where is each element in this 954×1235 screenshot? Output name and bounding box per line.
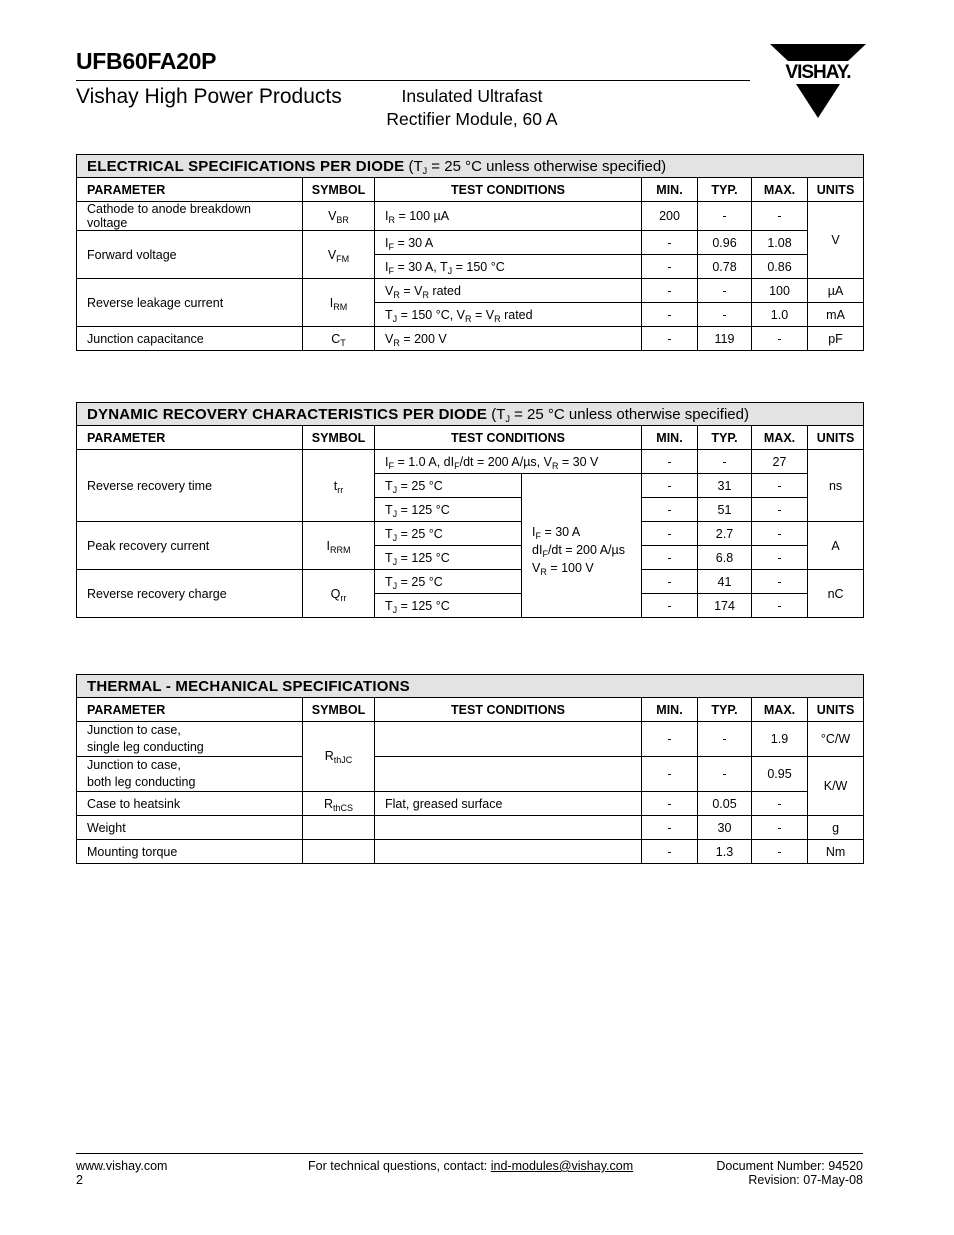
- document-subtitle: [372, 85, 572, 131]
- unit-cell: °C/W: [808, 722, 864, 757]
- min-cell: -: [642, 722, 698, 757]
- unit-cell: nC: [808, 570, 864, 618]
- max-cell: 1.0: [752, 303, 808, 327]
- condition-cell: [375, 757, 642, 792]
- symbol-cell: $Q_{rr}$: [303, 570, 375, 618]
- typ-cell: 51: [698, 498, 752, 522]
- max-cell: 0.95: [752, 757, 808, 792]
- min-cell: -: [642, 570, 698, 594]
- dynamic-recovery-table: [76, 402, 864, 618]
- col-test-conditions: TEST CONDITIONS: [375, 426, 642, 450]
- col-units: UNITS: [808, 178, 864, 202]
- typ-cell: -: [698, 303, 752, 327]
- symbol-cell: $V_{BR}$: [303, 202, 375, 231]
- max-cell: -: [752, 522, 808, 546]
- max-cell: -: [752, 327, 808, 351]
- table-row: [77, 450, 864, 474]
- typ-cell: 30: [698, 816, 752, 840]
- col-parameter: PARAMETER: [77, 426, 303, 450]
- subtitle-line-1: Insulated Ultrafast: [401, 86, 543, 106]
- unit-cell: K/W: [808, 757, 864, 816]
- typ-cell: 0.78: [698, 255, 752, 279]
- condition-cell: Flat, greased surface: [375, 792, 642, 816]
- footer-contact: For technical questions, contact: ind-modules@vishay.com: [308, 1159, 634, 1173]
- param-cell: Reverse recovery charge: [77, 570, 303, 618]
- table-header-row: [77, 698, 864, 722]
- param-cell: Junction to case, both leg conducting: [77, 757, 303, 792]
- footer-rule: [76, 1153, 863, 1154]
- table-row: [77, 570, 864, 594]
- typ-cell: 6.8: [698, 546, 752, 570]
- table-row: [77, 722, 864, 757]
- typ-cell: 2.7: [698, 522, 752, 546]
- min-cell: -: [642, 840, 698, 864]
- max-cell: -: [752, 840, 808, 864]
- table-row: [77, 327, 864, 351]
- table-row: [77, 792, 864, 816]
- param-cell: Weight: [77, 816, 303, 840]
- condition-cell: $I_F = 30$ A, $T_J = 150$ °C: [375, 255, 642, 279]
- condition-cell: $I_R = 100$ µA: [375, 202, 642, 231]
- max-cell: -: [752, 570, 808, 594]
- thermal-mechanical-table: [76, 674, 864, 864]
- logo-text: VISHAY.: [785, 62, 851, 83]
- param-cell: Junction capacitance: [77, 327, 303, 351]
- condition-cell: $V_R = 200$ V: [375, 327, 642, 351]
- contact-email-link[interactable]: ind-modules@vishay.com: [490, 1159, 634, 1173]
- typ-cell: 1.3: [698, 840, 752, 864]
- table-header-row: [77, 178, 864, 202]
- param-cell: Case to heatsink: [77, 792, 303, 816]
- table-row: [77, 840, 864, 864]
- condition-cell: [375, 722, 642, 757]
- electrical-specifications-table: [76, 154, 864, 351]
- table-title: ELECTRICAL SPECIFICATIONS PER DIODE ($T_J = 25$ °C unless otherwise specified): [77, 155, 864, 178]
- param-cell: Junction to case, single leg conducting: [77, 722, 303, 757]
- part-number: UFB60FA20P: [76, 48, 217, 74]
- col-min: MIN.: [642, 426, 698, 450]
- unit-cell: A: [808, 522, 864, 570]
- max-cell: -: [752, 498, 808, 522]
- col-symbol: SYMBOL: [303, 426, 375, 450]
- table-row: [77, 231, 864, 255]
- table-row: [77, 757, 864, 792]
- typ-cell: -: [698, 279, 752, 303]
- symbol-cell: $V_{FM}$: [303, 231, 375, 279]
- col-max: MAX.: [752, 426, 808, 450]
- col-max: MAX.: [752, 178, 808, 202]
- unit-cell: Nm: [808, 840, 864, 864]
- col-parameter: PARAMETER: [77, 178, 303, 202]
- min-cell: -: [642, 255, 698, 279]
- symbol-cell: $I_{RRM}$: [303, 522, 375, 570]
- col-typ: TYP.: [698, 426, 752, 450]
- min-cell: -: [642, 498, 698, 522]
- min-cell: -: [642, 816, 698, 840]
- table-row: [77, 816, 864, 840]
- shared-condition-cell: $I_F = 30$ A $dI_F/dt = 200$ A/µs $V_R = 100$ V: [522, 474, 642, 618]
- max-cell: 27: [752, 450, 808, 474]
- min-cell: -: [642, 594, 698, 618]
- temp-cell: $T_J = 25$ °C: [375, 522, 522, 546]
- max-cell: 100: [752, 279, 808, 303]
- symbol-cell: [303, 840, 375, 864]
- col-typ: TYP.: [698, 178, 752, 202]
- max-cell: -: [752, 546, 808, 570]
- table-row: [77, 202, 864, 231]
- condition-cell: [375, 816, 642, 840]
- condition-cell: $I_F = 1.0$ A, $dI_F/dt = 200$ A/µs, $V_R = 30$ V: [375, 450, 642, 474]
- temp-cell: $T_J = 125$ °C: [375, 594, 522, 618]
- col-min: MIN.: [642, 178, 698, 202]
- temp-cell: $T_J = 125$ °C: [375, 498, 522, 522]
- symbol-cell: $C_T$: [303, 327, 375, 351]
- typ-cell: 0.96: [698, 231, 752, 255]
- param-cell: Reverse recovery time: [77, 450, 303, 522]
- col-parameter: PARAMETER: [77, 698, 303, 722]
- max-cell: -: [752, 594, 808, 618]
- col-units: UNITS: [808, 698, 864, 722]
- unit-cell: pF: [808, 327, 864, 351]
- min-cell: -: [642, 450, 698, 474]
- min-cell: -: [642, 303, 698, 327]
- temp-cell: $T_J = 25$ °C: [375, 474, 522, 498]
- col-units: UNITS: [808, 426, 864, 450]
- min-cell: -: [642, 327, 698, 351]
- col-typ: TYP.: [698, 698, 752, 722]
- condition-cell: $T_J = 150$ °C, $V_R = V_R$ rated: [375, 303, 642, 327]
- unit-cell: ns: [808, 450, 864, 522]
- vishay-logo: [768, 44, 868, 120]
- symbol-cell: $t_{rr}$: [303, 450, 375, 522]
- param-cell: Reverse leakage current: [77, 279, 303, 327]
- condition-cell: $V_R = V_R$ rated: [375, 279, 642, 303]
- typ-cell: 31: [698, 474, 752, 498]
- min-cell: -: [642, 279, 698, 303]
- min-cell: -: [642, 792, 698, 816]
- min-cell: -: [642, 546, 698, 570]
- table-row: [77, 279, 864, 303]
- param-cell: Cathode to anode breakdown voltage: [77, 202, 303, 231]
- min-cell: -: [642, 231, 698, 255]
- max-cell: -: [752, 792, 808, 816]
- max-cell: -: [752, 474, 808, 498]
- max-cell: 1.9: [752, 722, 808, 757]
- max-cell: 1.08: [752, 231, 808, 255]
- col-test-conditions: TEST CONDITIONS: [375, 698, 642, 722]
- unit-cell: mA: [808, 303, 864, 327]
- min-cell: -: [642, 757, 698, 792]
- header-rule: [76, 80, 750, 81]
- typ-cell: -: [698, 757, 752, 792]
- max-cell: -: [752, 202, 808, 231]
- symbol-cell: $I_{RM}$: [303, 279, 375, 327]
- document-number: Document Number: 94520: [716, 1159, 863, 1173]
- footer-website-link[interactable]: www.vishay.com: [76, 1159, 168, 1173]
- brand-line: Vishay High Power Products: [76, 85, 342, 108]
- typ-cell: -: [698, 450, 752, 474]
- param-cell: Peak recovery current: [77, 522, 303, 570]
- typ-cell: -: [698, 202, 752, 231]
- typ-cell: 0.05: [698, 792, 752, 816]
- symbol-cell: $R_{thJC}$: [303, 722, 375, 792]
- col-symbol: SYMBOL: [303, 178, 375, 202]
- table-title: THERMAL - MECHANICAL SPECIFICATIONS: [77, 675, 864, 698]
- param-cell: Mounting torque: [77, 840, 303, 864]
- table-header-row: [77, 426, 864, 450]
- min-cell: 200: [642, 202, 698, 231]
- typ-cell: 119: [698, 327, 752, 351]
- typ-cell: 41: [698, 570, 752, 594]
- revision-date: Revision: 07-May-08: [748, 1173, 863, 1187]
- unit-cell: V: [808, 202, 864, 279]
- typ-cell: 174: [698, 594, 752, 618]
- min-cell: -: [642, 474, 698, 498]
- col-test-conditions: TEST CONDITIONS: [375, 178, 642, 202]
- col-min: MIN.: [642, 698, 698, 722]
- subtitle-line-2: Rectifier Module, 60 A: [386, 109, 558, 129]
- condition-cell: [375, 840, 642, 864]
- table-title: DYNAMIC RECOVERY CHARACTERISTICS PER DIODE ($T_J = 25$ °C unless otherwise specified): [77, 403, 864, 426]
- typ-cell: -: [698, 722, 752, 757]
- page-number: 2: [76, 1173, 83, 1187]
- condition-cell: $I_F = 30$ A: [375, 231, 642, 255]
- symbol-cell: $R_{thCS}$: [303, 792, 375, 816]
- unit-cell: µA: [808, 279, 864, 303]
- max-cell: -: [752, 816, 808, 840]
- max-cell: 0.86: [752, 255, 808, 279]
- min-cell: -: [642, 522, 698, 546]
- temp-cell: $T_J = 25$ °C: [375, 570, 522, 594]
- col-max: MAX.: [752, 698, 808, 722]
- symbol-cell: [303, 816, 375, 840]
- col-symbol: SYMBOL: [303, 698, 375, 722]
- unit-cell: g: [808, 816, 864, 840]
- table-row: [77, 522, 864, 546]
- param-cell: Forward voltage: [77, 231, 303, 279]
- temp-cell: $T_J = 125$ °C: [375, 546, 522, 570]
